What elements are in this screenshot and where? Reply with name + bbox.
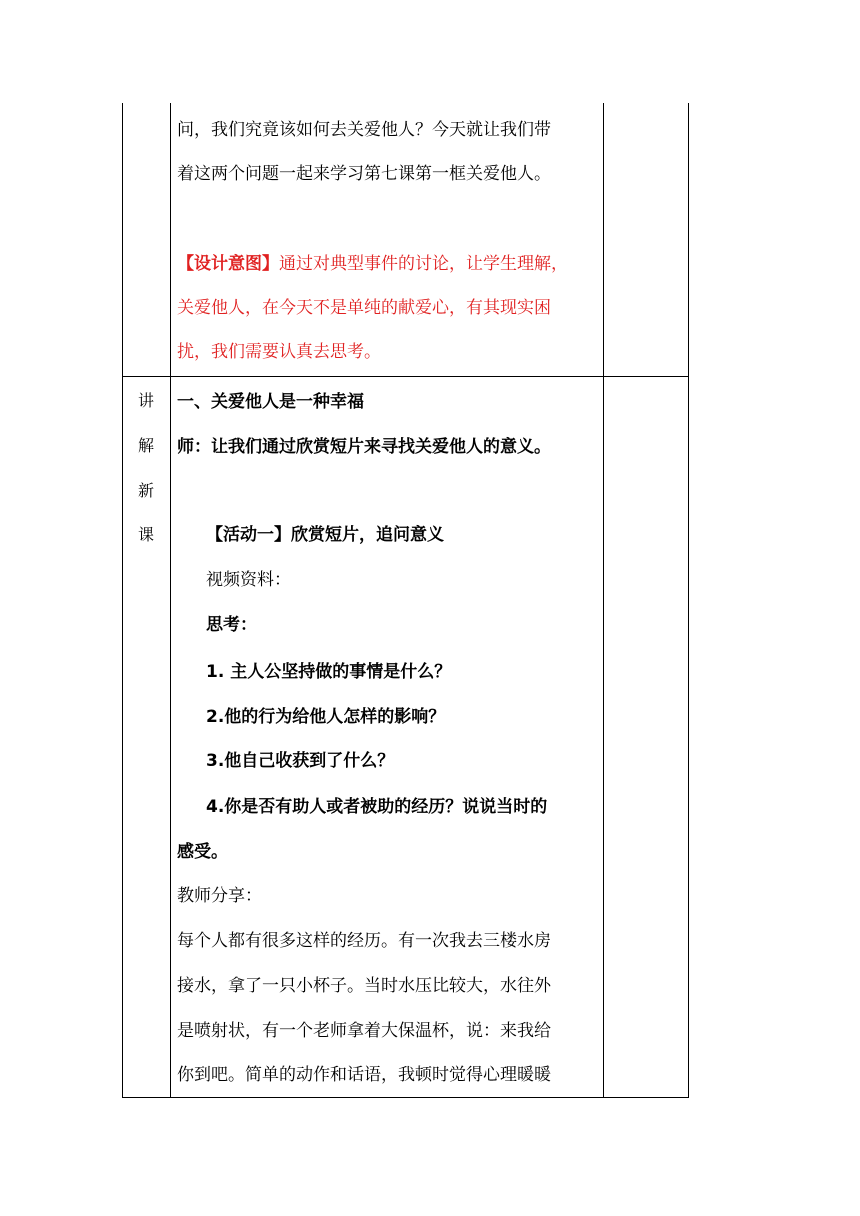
think-label: 思考：	[206, 615, 257, 635]
design-intent-tag: 【设计意图】	[177, 254, 279, 274]
table-row-divider	[122, 376, 689, 377]
side-label-char-4: 课	[137, 525, 154, 544]
design-intent-line-3: 扰，我们需要认真去思考。	[177, 342, 381, 362]
design-intent-text: 通过对典型事件的讨论，让学生理解，	[279, 254, 568, 274]
question-2: 2.他的行为给他人怎样的影响？	[206, 707, 446, 727]
design-intent-line-2: 关爱他人，在今天不是单纯的献爱心，有其现实困	[177, 298, 551, 318]
table-bottom-border	[122, 1097, 689, 1098]
side-label-char-2: 解	[137, 436, 154, 455]
story-line-3: 是喷射状，有一个老师拿着大保温杯，说：来我给	[177, 1021, 551, 1041]
story-line-4: 你到吧。简单的动作和话语，我顿时觉得心理暖暖	[177, 1065, 551, 1085]
question-4-line-1: 4.你是否有助人或者被助的经历？说说当时的	[206, 797, 548, 817]
section-heading: 一、关爱他人是一种幸福	[177, 392, 364, 412]
table-left-border	[122, 103, 123, 1098]
story-line-1: 每个人都有很多这样的经历。有一次我去三楼水房	[177, 931, 551, 951]
story-line-2: 接水，拿了一只小杯子。当时水压比较大，水往外	[177, 976, 551, 996]
design-intent-line-1	[177, 253, 568, 275]
table-column-divider-1	[170, 103, 171, 1098]
activity-title: 【活动一】欣赏短片，追问意义	[206, 525, 444, 545]
intro-line-2: 着这两个问题一起来学习第七课第一框关爱他人。	[177, 164, 551, 184]
side-label-char-3: 新	[137, 481, 154, 500]
question-1: 1. 主人公坚持做的事情是什么？	[206, 662, 452, 682]
intro-line-1: 问，我们究竟该如何去关爱他人？今天就让我们带	[177, 120, 551, 140]
question-3: 3.他自己收获到了什么？	[206, 751, 395, 771]
teacher-share-label: 教师分享：	[177, 886, 262, 906]
teacher-prompt: 师：让我们通过欣赏短片来寻找关爱他人的意义。	[177, 437, 551, 457]
table-right-border	[688, 103, 689, 1098]
question-4-line-2: 感受。	[177, 842, 228, 862]
side-label-char-1: 讲	[137, 391, 154, 410]
video-label: 视频资料：	[206, 570, 291, 590]
table-column-divider-2	[603, 103, 604, 1098]
